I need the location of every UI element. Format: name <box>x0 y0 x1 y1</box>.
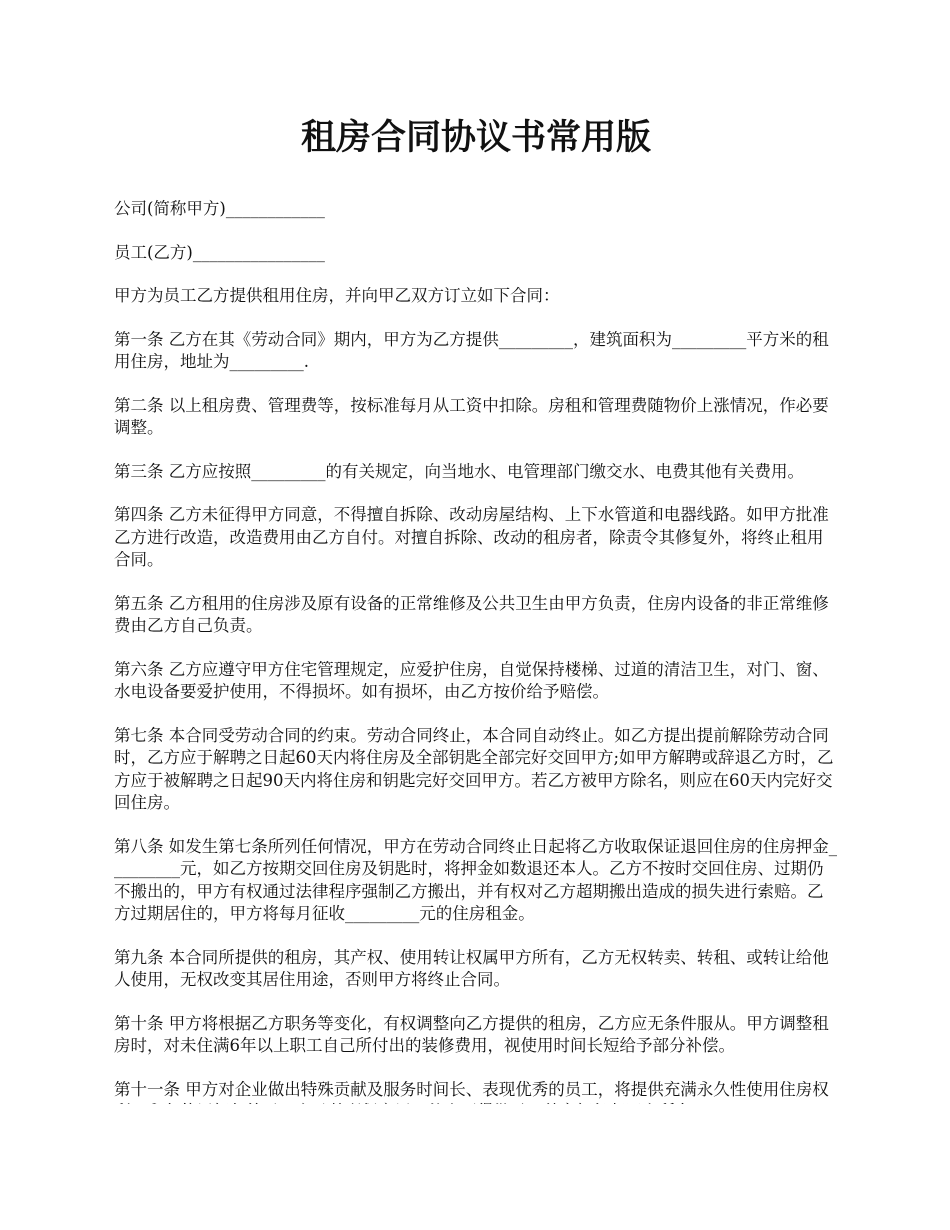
party-b-line: 员工(乙方)________________ <box>114 242 325 262</box>
article-2: 第二条 以上租房费、管理费等，按标准每月从工资中扣除。房租和管理费随物价上涨情况，作必要调整。 <box>114 395 829 437</box>
intro-paragraph: 甲方为员工乙方提供租用住房，并向甲乙双方订立如下合同： <box>114 286 560 305</box>
article-5: 第五条 乙方租用的住房涉及原有设备的正常维修及公共卫生由甲方负责，住房内设备的非正常维修费由乙方自己负责。 <box>114 593 829 635</box>
article-8: 第八条 如发生第七条所列任何情况，甲方在劳动合同终止日起将乙方收取保证退回住房的住房押金_________元，如乙方按期交回住房及钥匙时，将押金如数退还本人。乙方不按时交回住房、过期仍不搬出的，甲方有权通过法律程序强制乙方搬出，并有权对乙方超期搬出造成的损失进行索赔。乙方过期居住的，甲方将每月征收_________元的住房租金。 <box>114 836 837 923</box>
article-3: 第三条 乙方应按照_________的有关规定，向当地水、电管理部门缴交水、电费其他有关费用。 <box>114 461 804 481</box>
article-11: 第十一条 甲方对企业做出特殊贡献及服务时间长、表现优秀的员工，将提供充满永久性使用住房权 <box>114 1079 829 1099</box>
article-6: 第六条 乙方应遵守甲方住宅管理规定，应爱护住房，自觉保持楼梯、过道的清洁卫生，对门、窗、水电设备要爱护使用，不得损坏。如有损坏，由乙方按价给予赔偿。 <box>114 659 829 701</box>
article-1: 第一条 乙方在其《劳动合同》期内，甲方为乙方提供_________，建筑面积为_________平方米的租用住房，地址为_________. <box>114 329 829 371</box>
page-bottom-margin <box>0 1104 950 1230</box>
article-9: 第九条 本合同所提供的租房，其产权、使用转让权属甲方所有，乙方无权转卖、转租、或转让给他人使用，无权改变其居住用途，否则甲方将终止合同。 <box>114 947 829 989</box>
article-10: 第十条 甲方将根据乙方职务等变化，有权调整向乙方提供的租房，乙方应无条件服从。甲方调整租房时，对未住满6年以上职工自己所付出的装修费用，视使用时间长短给予部分补偿。 <box>114 1013 829 1055</box>
article-4: 第四条 乙方未征得甲方同意，不得擅自拆除、改动房屋结构、上下水管道和电器线路。如甲方批准乙方进行改造，改造费用由乙方自付。对擅自拆除、改动的租房者，除责令其修复外，将终止租用合同。 <box>114 505 829 569</box>
party-a-line: 公司(简称甲方)____________ <box>114 199 325 218</box>
document-title: 租房合同协议书常用版 <box>300 117 651 158</box>
article-7: 第七条 本合同受劳动合同的约束。劳动合同终止，本合同自动终止。如乙方提出提前解除劳动合同时，乙方应于解聘之日起60天内将住房及全部钥匙全部完好交回甲方;如甲方解聘或辞退乙方时，乙方应于被解聘之日起90天内将住房和钥匙完好交回甲方。若乙方被甲方除名，则应在60天内完好交回住房。 <box>114 725 834 812</box>
